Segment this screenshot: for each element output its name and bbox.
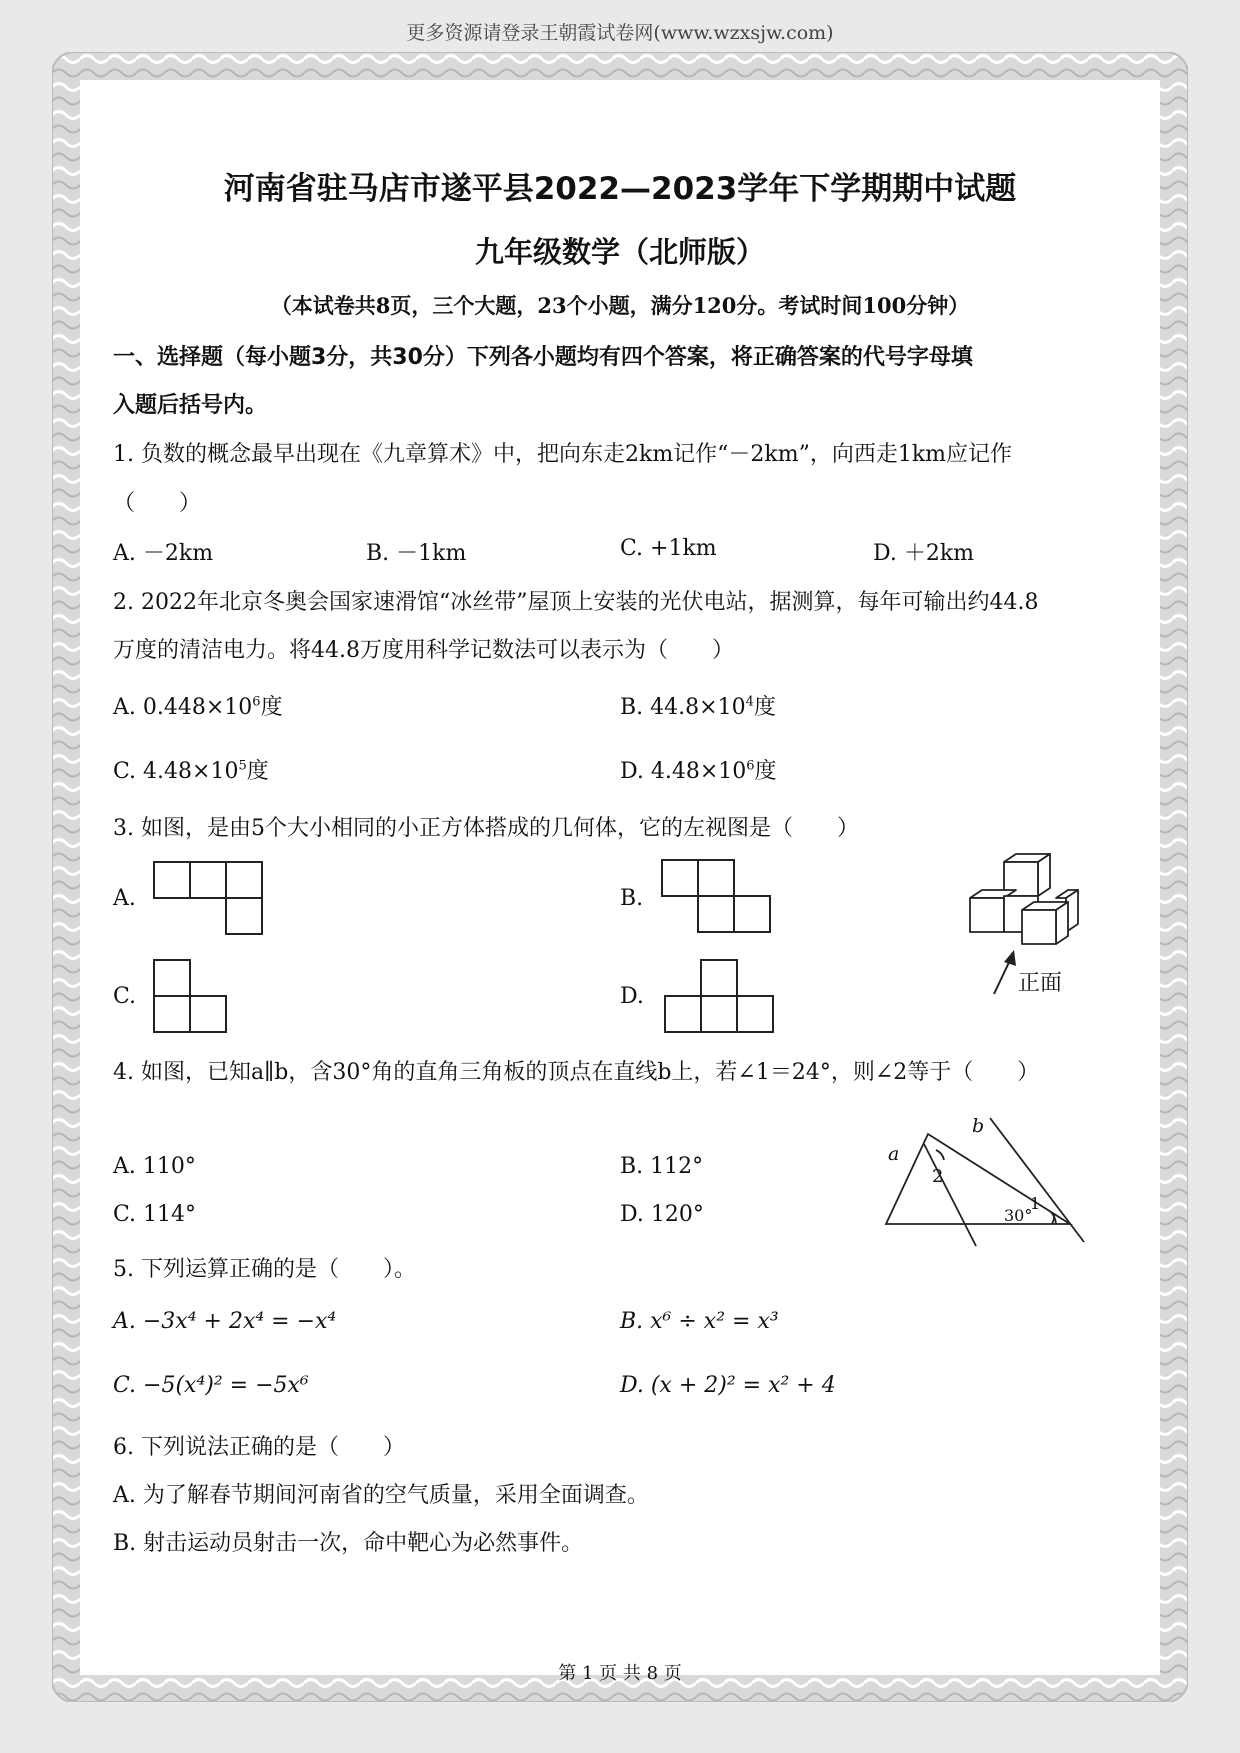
q1-stem-line2: （ ） <box>113 491 202 516</box>
q4-option-a: A. 110° <box>113 1154 196 1179</box>
q2-a-base: A. 0.448×10 <box>113 695 253 720</box>
q2-option-a <box>113 690 283 721</box>
exam-note: （本试卷共8页，三个大题，23个小题，满分120分。考试时间100分钟） <box>270 293 970 318</box>
q2-b-unit: 度 <box>753 695 776 720</box>
section1-heading-line1: 一、选择题（每小题3分，共30分）下列各小题均有四个答案，将正确答案的代号字母填 <box>113 345 973 370</box>
q3-option-d-label: D. <box>620 984 644 1009</box>
q5-stem: 5. 下列运算正确的是（ ）。 <box>113 1257 416 1282</box>
q3-option-a-label: A. <box>113 886 136 911</box>
q4-angle-30-label: 30° <box>1004 1206 1033 1225</box>
q1-option-a: A. －2km <box>113 541 214 566</box>
q6-option-b: B. 射击运动员射击一次，命中靶心为必然事件。 <box>113 1531 584 1556</box>
q5-option-d: D. (x + 2)² = x² + 4 <box>620 1373 836 1398</box>
section1-heading-line2: 入题后括号内。 <box>113 393 268 418</box>
q4-geometry-figure <box>876 1110 1092 1250</box>
q4-angle-2-label: 2 <box>932 1166 944 1187</box>
q2-c-unit: 度 <box>246 759 269 784</box>
exam-title: 河南省驻马店市遂平县2022—2023学年下学期期中试题 <box>223 171 1017 207</box>
q3-option-c-label: C. <box>113 984 137 1009</box>
q3-stem: 3. 如图，是由5个大小相同的小正方体搭成的几何体，它的左视图是（ ） <box>113 816 859 841</box>
q5-option-b: B. x⁶ ÷ x² = x³ <box>620 1309 779 1334</box>
watermark: 更多资源请登录王朝霞试卷网(www.wzxsjw.com) <box>406 22 834 44</box>
q3-option-b-view <box>660 858 772 936</box>
q4-angle-1-label: 1 <box>1030 1194 1041 1213</box>
q2-d-exponent: 6 <box>746 758 755 774</box>
q5-option-a: A. −3x⁴ + 2x⁴ = −x⁴ <box>113 1309 337 1334</box>
q4-option-d: D. 120° <box>620 1202 704 1227</box>
q2-d-unit: 度 <box>754 759 777 784</box>
q2-stem-line1: 2. 2022年北京冬奥会国家速滑馆“冰丝带”屋顶上安装的光伏电站，据测算，每年可输出约44.8 <box>113 590 1039 615</box>
q2-option-c <box>113 754 269 785</box>
q3-option-b-label: B. <box>620 886 644 911</box>
q4-stem: 4. 如图，已知a∥b，含30°角的直角三角板的顶点在直线b上，若∠1＝24°，则∠2等于（ ） <box>113 1060 1040 1085</box>
exam-subtitle: 九年级数学（北师版） <box>474 235 765 269</box>
q3-cube-figure <box>968 852 1088 1002</box>
q3-option-a-view <box>152 860 264 938</box>
q2-a-exponent: 6 <box>252 694 261 710</box>
q1-option-c: C. +1km <box>620 536 717 561</box>
q6-stem: 6. 下列说法正确的是（ ） <box>113 1435 405 1460</box>
q1-option-b: B. －1km <box>366 541 467 566</box>
q2-stem-line2: 万度的清洁电力。将44.8万度用科学记数法可以表示为（ ） <box>113 638 734 663</box>
q5-option-c: C. −5(x⁴)² = −5x⁶ <box>113 1373 309 1398</box>
q4-option-c: C. 114° <box>113 1202 197 1227</box>
q3-option-c-view <box>152 958 230 1036</box>
q2-b-exponent: 4 <box>745 694 754 710</box>
q3-front-label: 正面 <box>1018 971 1063 996</box>
q6-option-a: A. 为了解春节期间河南省的空气质量，采用全面调查。 <box>113 1483 649 1508</box>
q3-option-d-view <box>663 958 775 1036</box>
q4-line-b-label: b <box>972 1115 985 1137</box>
q4-option-b: B. 112° <box>620 1154 704 1179</box>
q2-option-b <box>620 690 776 721</box>
q1-stem-line1: 1. 负数的概念最早出现在《九章算术》中，把向东走2km记作“－2km”，向西走1km应记作 <box>113 442 1013 467</box>
q2-c-exponent: 5 <box>238 758 247 774</box>
page-footer: 第 1 页 共 8 页 <box>558 1663 682 1684</box>
q2-b-base: B. 44.8×10 <box>620 695 746 720</box>
q2-option-d <box>620 754 777 785</box>
q1-option-d: D. ＋2km <box>873 541 975 566</box>
q2-d-base: D. 4.48×10 <box>620 759 747 784</box>
q4-line-a-label: a <box>888 1143 900 1165</box>
q2-a-unit: 度 <box>260 695 283 720</box>
q2-c-base: C. 4.48×10 <box>113 759 239 784</box>
